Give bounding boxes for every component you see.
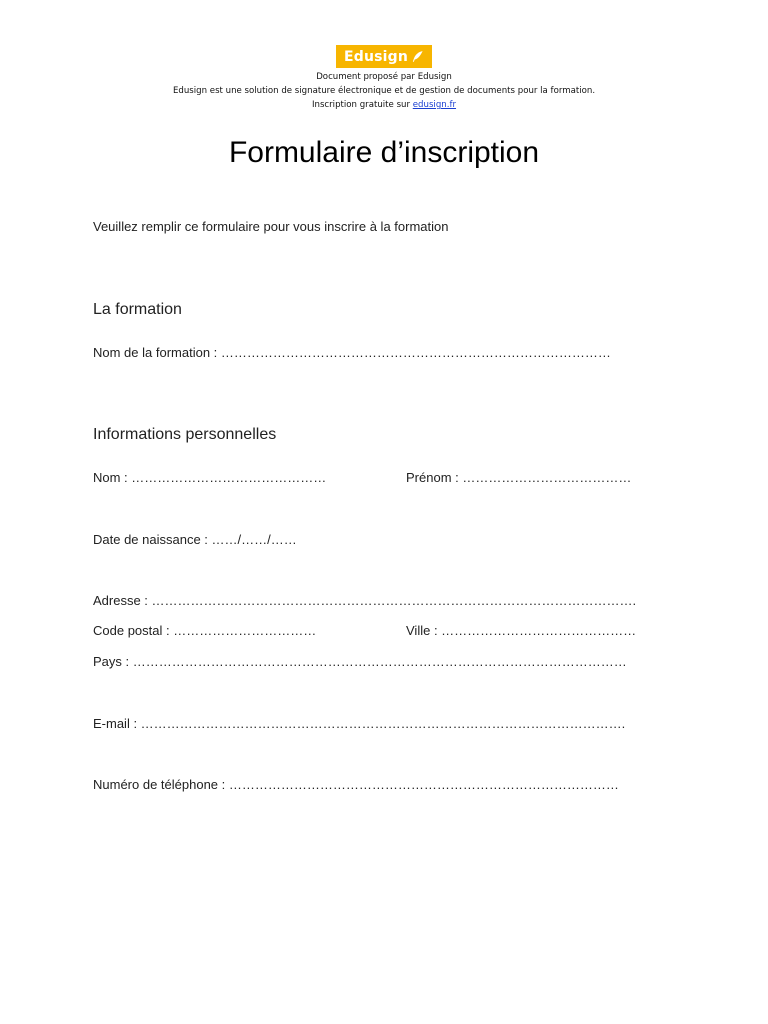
field-prenom[interactable]: Prénom : ………………………………… xyxy=(406,470,632,485)
header-line-2: Edusign est une solution de signature électronique et de gestion de documents pour la formation. xyxy=(172,86,596,96)
feather-pen-icon xyxy=(411,50,424,63)
intro-text: Veuillez remplir ce formulaire pour vous inscrire à la formation xyxy=(93,219,449,234)
header-line-3 xyxy=(0,100,768,110)
section-heading-personnel: Informations personnelles xyxy=(93,426,277,443)
edusign-link[interactable]: edusign.fr xyxy=(412,100,457,110)
field-ville[interactable]: Ville : ……………………………………… xyxy=(406,623,637,638)
field-nom-formation[interactable]: Nom de la formation : ……………………………………………………………………………… xyxy=(93,345,611,360)
edusign-logo xyxy=(336,45,432,68)
logo-text: Edusign xyxy=(343,48,409,65)
field-code-postal[interactable]: Code postal : …………………………… xyxy=(93,623,317,638)
field-email[interactable]: E-mail : …………………………………………………………………………………………………. xyxy=(93,716,626,731)
header-line-1: Document proposé par Edusign xyxy=(316,72,452,82)
field-nom[interactable]: Nom : ……………………………………… xyxy=(93,470,327,485)
field-telephone[interactable]: Numéro de téléphone : ……………………………………………………………………………… xyxy=(93,777,619,792)
field-pays[interactable]: Pays : …………………………………………………………………………………………………… xyxy=(93,654,627,669)
field-adresse[interactable]: Adresse : …………………………………………………………………………………………………. xyxy=(93,593,637,608)
field-date-naissance[interactable]: Date de naissance : ……/……/…… xyxy=(93,532,297,547)
section-heading-formation: La formation xyxy=(93,301,182,318)
header-line-3-prefix: Inscription gratuite sur xyxy=(311,100,411,110)
page-title: Formulaire d’inscription xyxy=(228,136,540,169)
